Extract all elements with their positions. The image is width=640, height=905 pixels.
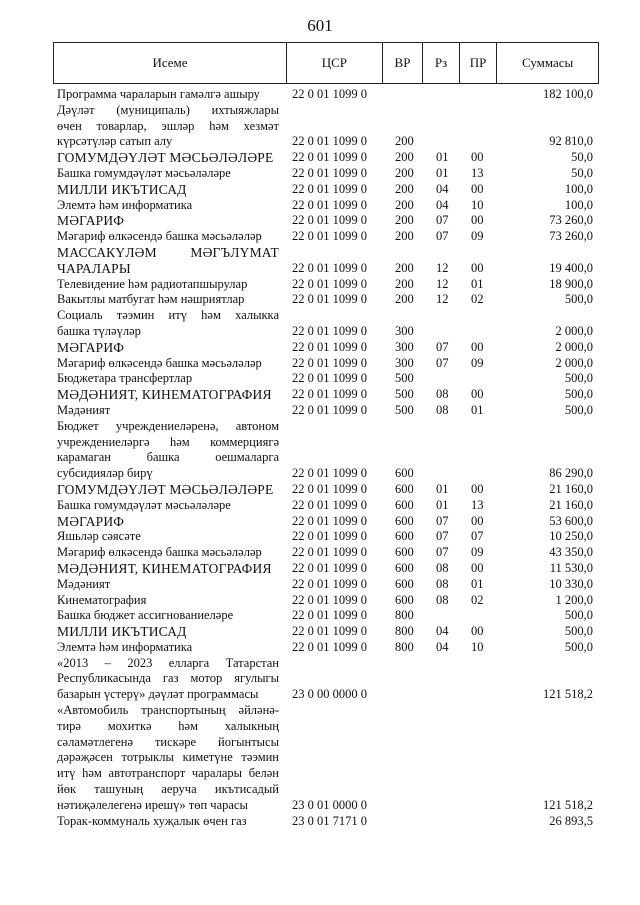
row-name: [53, 292, 279, 308]
row-rz: 08: [436, 402, 449, 417]
row-name: [53, 356, 279, 372]
table-row: [53, 814, 599, 830]
row-vr: 200: [395, 165, 414, 180]
row-csr: 22 0 01 1099 0: [292, 323, 367, 338]
row-name: [53, 229, 279, 245]
table-row: [53, 292, 599, 308]
row-name-line: Мәгариф өлкәсендә башка мәсьәләләр: [57, 355, 262, 370]
row-vr: 600: [395, 545, 414, 560]
row-vr: 200: [395, 276, 414, 291]
row-name-line: өчен товарлар, эшләр һәм хезмәт: [57, 118, 279, 133]
row-sum: 26 893,5: [549, 813, 593, 828]
row-name-line: нәтиҗәлелегенә ирешү» төп чарасы: [57, 797, 248, 812]
row-vr: 300: [395, 323, 414, 338]
row-vr: 600: [395, 592, 414, 607]
table-row: [53, 277, 599, 293]
table-row: [53, 498, 599, 514]
row-sum: 21 160,0: [549, 481, 593, 496]
row-sum: 500,0: [564, 371, 593, 386]
row-csr: 22 0 01 1099 0: [292, 481, 367, 496]
row-csr: 22 0 01 1099 0: [292, 181, 367, 196]
table-row: [53, 213, 599, 229]
row-name-line: МИЛЛИ ИКЪТИСАД: [57, 624, 187, 640]
table-body: [53, 87, 599, 829]
table-row: [53, 577, 599, 593]
table-row: [53, 640, 599, 656]
row-rz: 07: [436, 229, 449, 244]
row-sum: 19 400,0: [549, 260, 593, 275]
row-name: [53, 166, 279, 182]
row-sum: 500,0: [564, 608, 593, 623]
row-name-line: МӘГАРИФ: [57, 213, 125, 229]
row-pr: 09: [471, 545, 484, 560]
row-name: [53, 608, 279, 624]
row-rz: 07: [436, 545, 449, 560]
table-row: [53, 182, 599, 198]
row-csr: 23 0 01 7171 0: [292, 813, 367, 828]
row-name: [53, 640, 279, 656]
row-rz: 07: [436, 529, 449, 544]
row-name-line: Социаль тәэмин итү һәм халыкка: [57, 308, 279, 323]
row-name-line: Яшьләр сәясәте: [57, 529, 141, 544]
row-vr: 600: [395, 466, 414, 481]
table-row: [53, 245, 599, 277]
row-sum: 53 600,0: [549, 513, 593, 528]
row-name-line: Дәүләт (муниципаль) ихтыяжлары: [57, 102, 279, 117]
table-row: [53, 87, 599, 103]
row-rz: 01: [436, 497, 449, 512]
header-rz: Рз: [423, 43, 460, 83]
row-name: [53, 419, 279, 482]
row-name-line: Мәгариф өлкәсендә башка мәсьәләләр: [57, 229, 262, 244]
row-sum: 100,0: [564, 197, 593, 212]
row-csr: 22 0 01 1099 0: [292, 165, 367, 180]
row-sum: 50,0: [571, 165, 593, 180]
row-name: [53, 403, 279, 419]
table-row: [53, 561, 599, 577]
row-vr: 600: [395, 529, 414, 544]
row-name: [53, 198, 279, 214]
row-sum: 10 330,0: [549, 576, 593, 591]
row-name: [53, 593, 279, 609]
row-pr: 00: [471, 387, 484, 402]
row-pr: 07: [471, 529, 484, 544]
row-csr: 22 0 01 1099 0: [292, 466, 367, 481]
row-name: [53, 545, 279, 561]
row-pr: 10: [471, 639, 484, 654]
row-vr: 600: [395, 576, 414, 591]
row-rz: 04: [436, 624, 449, 639]
row-sum: 18 900,0: [549, 276, 593, 291]
row-sum: 21 160,0: [549, 497, 593, 512]
row-vr: 800: [395, 639, 414, 654]
row-name: [53, 529, 279, 545]
table-row: [53, 229, 599, 245]
row-csr: 22 0 01 1099 0: [292, 134, 367, 149]
row-pr: 00: [471, 513, 484, 528]
row-csr: 22 0 01 1099 0: [292, 639, 367, 654]
row-rz: 08: [436, 592, 449, 607]
row-name-line: Башка бюджет ассигнованиеләре: [57, 608, 234, 623]
row-csr: 22 0 01 1099 0: [292, 339, 367, 354]
row-vr: 200: [395, 292, 414, 307]
row-sum: 500,0: [564, 292, 593, 307]
row-name-line: Башка гомумдәүләт мәсьәләләре: [57, 165, 231, 180]
row-name: [53, 656, 279, 703]
header-name: Исеме: [54, 43, 287, 83]
row-name: [53, 624, 279, 640]
row-name-line: карамаган башка оешмаларга: [57, 450, 279, 465]
row-sum: 73 260,0: [549, 213, 593, 228]
row-pr: 01: [471, 576, 484, 591]
row-rz: 08: [436, 387, 449, 402]
row-sum: 2 000,0: [555, 339, 593, 354]
row-vr: 300: [395, 339, 414, 354]
table-row: [53, 371, 599, 387]
row-name: [53, 103, 279, 150]
table-row: [53, 198, 599, 214]
row-name: [53, 308, 279, 340]
row-rz: 04: [436, 181, 449, 196]
row-csr: 22 0 01 1099 0: [292, 387, 367, 402]
row-csr: 22 0 01 1099 0: [292, 608, 367, 623]
row-name-line: ГОМУМДӘҮЛӘТ МӘСЬӘЛӘЛӘРЕ: [57, 150, 274, 166]
row-csr: 22 0 01 1099 0: [292, 624, 367, 639]
row-sum: 500,0: [564, 402, 593, 417]
row-name-line: Мәдәният: [57, 576, 111, 591]
row-sum: 43 350,0: [549, 545, 593, 560]
row-pr: 13: [471, 165, 484, 180]
row-sum: 182 100,0: [543, 87, 593, 101]
row-name-line: итү һәм автотранспорт чаралары белән: [57, 766, 279, 781]
row-name-line: Бюджетара трансфертлар: [57, 371, 193, 386]
table-row: [53, 308, 599, 340]
row-name-line: Кинематография: [57, 592, 147, 607]
row-name-line: сәламәтлегенә тискәре йогынтысы: [57, 734, 279, 749]
row-name-line: МӘДӘНИЯТ, КИНЕМАТОГРАФИЯ: [57, 387, 272, 403]
table-row: [53, 482, 599, 498]
row-csr: 23 0 00 0000 0: [292, 687, 367, 702]
row-rz: 08: [436, 560, 449, 575]
row-rz: 07: [436, 213, 449, 228]
row-rz: 12: [436, 276, 449, 291]
row-name-line: ЧАРАЛАРЫ: [57, 260, 131, 276]
table-row: [53, 403, 599, 419]
row-pr: 01: [471, 276, 484, 291]
row-rz: 01: [436, 150, 449, 165]
row-vr: 300: [395, 355, 414, 370]
row-name-line: МӘГАРИФ: [57, 339, 125, 355]
row-csr: 23 0 01 0000 0: [292, 797, 367, 812]
row-sum: 10 250,0: [549, 529, 593, 544]
row-pr: 00: [471, 339, 484, 354]
row-csr: 22 0 01 1099 0: [292, 576, 367, 591]
row-vr: 500: [395, 402, 414, 417]
table-header: [53, 42, 599, 84]
row-rz: 07: [436, 339, 449, 354]
row-name-line: субсидияләр бирү: [57, 466, 153, 481]
row-rz: 07: [436, 355, 449, 370]
row-name: [53, 703, 279, 814]
row-vr: 200: [395, 213, 414, 228]
table-row: [53, 419, 599, 482]
row-name-line: Телевидение һәм радиотапшырулар: [57, 276, 248, 291]
row-vr: 800: [395, 608, 414, 623]
row-name-line: Башка гомумдәүләт мәсьәләләре: [57, 497, 231, 512]
row-name-line: базарын үстерү» дәүләт программасы: [57, 687, 259, 702]
row-name-line: «2013 – 2023 елларга Татарстан: [57, 655, 279, 670]
row-vr: 500: [395, 371, 414, 386]
table-row: [53, 608, 599, 624]
row-sum: 500,0: [564, 387, 593, 402]
row-name-line: күрсәтүләр сатып алу: [57, 134, 173, 149]
row-name: [53, 387, 279, 403]
row-rz: 04: [436, 639, 449, 654]
row-pr: 13: [471, 497, 484, 512]
row-csr: 22 0 01 1099 0: [292, 371, 367, 386]
row-pr: 00: [471, 560, 484, 575]
row-name-line: тирә мохиткә һәм халыкның: [57, 718, 279, 733]
row-name-line: Программа чараларын гамәлгә ашыру: [57, 87, 260, 101]
row-name-line: дәрәҗәсен тотрыклы киметүне тәэмин: [57, 750, 279, 765]
row-pr: 09: [471, 229, 484, 244]
row-sum: 500,0: [564, 624, 593, 639]
row-vr: 200: [395, 197, 414, 212]
row-name: [53, 182, 279, 198]
row-sum: 86 290,0: [549, 466, 593, 481]
row-pr: 00: [471, 481, 484, 496]
row-sum: 50,0: [571, 150, 593, 165]
row-csr: 22 0 01 1099 0: [292, 260, 367, 275]
row-vr: 200: [395, 260, 414, 275]
row-vr: 200: [395, 150, 414, 165]
table-row: [53, 166, 599, 182]
row-name-line: Мәгариф өлкәсендә башка мәсьәләләр: [57, 545, 262, 560]
row-rz: 07: [436, 513, 449, 528]
row-vr: 200: [395, 181, 414, 196]
table-row: [53, 545, 599, 561]
row-pr: 02: [471, 292, 484, 307]
row-vr: 600: [395, 560, 414, 575]
row-rz: 01: [436, 481, 449, 496]
row-rz: 04: [436, 197, 449, 212]
row-pr: 09: [471, 355, 484, 370]
header-pr: ПР: [460, 43, 498, 83]
row-name-line: учреждениеләргә һәм коммерциягә: [57, 434, 279, 449]
row-name: [53, 371, 279, 387]
row-pr: 00: [471, 260, 484, 275]
row-pr: 00: [471, 181, 484, 196]
row-pr: 00: [471, 213, 484, 228]
row-rz: 01: [436, 165, 449, 180]
row-vr: 500: [395, 387, 414, 402]
row-csr: 22 0 01 1099 0: [292, 150, 367, 165]
table-row: [53, 150, 599, 166]
table-row: [53, 387, 599, 403]
page-number: 601: [307, 16, 333, 35]
row-name-line: башка түләүләр: [57, 323, 141, 338]
row-csr: 22 0 01 1099 0: [292, 513, 367, 528]
row-pr: 02: [471, 592, 484, 607]
row-pr: 00: [471, 624, 484, 639]
row-csr: 22 0 01 1099 0: [292, 292, 367, 307]
header-sum: Суммасы: [521, 55, 574, 70]
row-csr: 22 0 01 1099 0: [292, 560, 367, 575]
table-row: [53, 103, 599, 150]
row-csr: 22 0 01 1099 0: [292, 355, 367, 370]
table-row: [53, 703, 599, 814]
header-csr: ЦСР: [287, 43, 383, 83]
row-name-line: Торак-коммуналь хуҗалык өчен газ: [57, 813, 247, 828]
row-rz: 12: [436, 260, 449, 275]
row-name-line: Республикасында газ мотор ягулыгы: [57, 671, 279, 686]
table-row: [53, 624, 599, 640]
row-name-line: МАССАКҮЛӘМ МӘГЪЛҮМАТ: [57, 244, 279, 260]
table-row: [53, 529, 599, 545]
row-csr: 22 0 01 1099 0: [292, 229, 367, 244]
row-name: [53, 87, 279, 103]
row-name-line: йөк ташуның аеруча икътисадый: [57, 782, 279, 797]
row-pr: 10: [471, 197, 484, 212]
row-sum: 73 260,0: [549, 229, 593, 244]
row-name-line: Вакытлы матбугат һәм нәшриятлар: [57, 292, 245, 307]
row-csr: 22 0 01 1099 0: [292, 213, 367, 228]
row-csr: 22 0 01 1099 0: [292, 402, 367, 417]
row-name: [53, 561, 279, 577]
row-name-line: Мәдәният: [57, 402, 111, 417]
row-csr: 22 0 01 1099 0: [292, 276, 367, 291]
row-name: [53, 498, 279, 514]
row-name-line: МӘГАРИФ: [57, 513, 125, 529]
row-vr: 600: [395, 497, 414, 512]
row-sum: 500,0: [564, 639, 593, 654]
row-name-line: МӘДӘНИЯТ, КИНЕМАТОГРАФИЯ: [57, 560, 272, 576]
row-vr: 200: [395, 134, 414, 149]
row-vr: 600: [395, 513, 414, 528]
row-sum: 92 810,0: [549, 134, 593, 149]
row-csr: 22 0 01 1099 0: [292, 545, 367, 560]
row-name: [53, 150, 279, 166]
row-vr: 600: [395, 481, 414, 496]
row-sum: 100,0: [564, 181, 593, 196]
table-row: [53, 514, 599, 530]
row-name-line: ГОМУМДӘҮЛӘТ МӘСЬӘЛӘЛӘРЕ: [57, 481, 274, 497]
row-csr: 22 0 01 1099 0: [292, 592, 367, 607]
row-csr: 22 0 01 1099 0: [292, 497, 367, 512]
header-vr: ВР: [383, 43, 423, 83]
table-row: [53, 593, 599, 609]
row-csr: 22 0 01 1099 0: [292, 197, 367, 212]
row-vr: 200: [395, 229, 414, 244]
row-name-line: Бюджет учреждениеләренә, автоном: [57, 418, 279, 433]
row-name-line: Элемтә һәм информатика: [57, 639, 193, 654]
row-rz: 08: [436, 576, 449, 591]
row-rz: 12: [436, 292, 449, 307]
row-name: [53, 814, 279, 830]
row-sum: 121 518,2: [543, 797, 593, 812]
table-row: [53, 340, 599, 356]
row-name-line: МИЛЛИ ИКЪТИСАД: [57, 181, 187, 197]
table-row: [53, 656, 599, 703]
row-name: [53, 577, 279, 593]
row-sum: 2 000,0: [555, 323, 593, 338]
row-pr: 00: [471, 150, 484, 165]
row-vr: 800: [395, 624, 414, 639]
row-sum: 2 000,0: [555, 355, 593, 370]
row-sum: 1 200,0: [555, 592, 593, 607]
row-name: [53, 213, 279, 229]
row-name: [53, 245, 279, 277]
row-csr: 22 0 01 1099 0: [292, 529, 367, 544]
row-csr: 22 0 01 1099 0: [292, 87, 367, 101]
row-name: [53, 514, 279, 530]
row-name-line: «Автомобиль транспортының әйләнә-: [57, 703, 279, 718]
row-name-line: Элемтә һәм информатика: [57, 197, 193, 212]
row-name: [53, 482, 279, 498]
row-name: [53, 277, 279, 293]
row-sum: 11 530,0: [549, 560, 593, 575]
row-pr: 01: [471, 402, 484, 417]
row-sum: 121 518,2: [543, 687, 593, 702]
table-row: [53, 356, 599, 372]
row-name: [53, 340, 279, 356]
